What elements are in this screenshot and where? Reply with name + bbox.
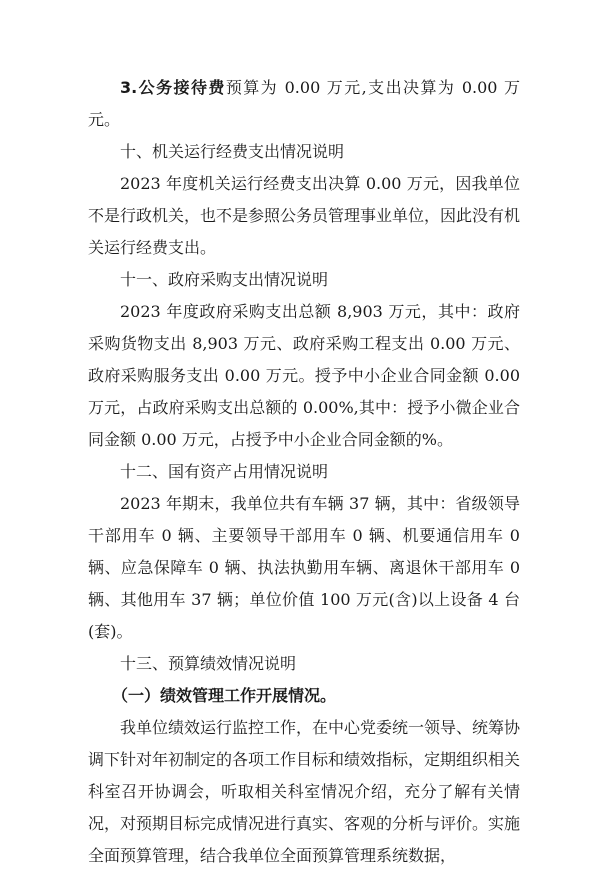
reception-fee-text: 预算为 0.00 万元,支出决算为 0.00 万元。 [88,78,520,129]
reception-fee-label: 3.公务接待费 [120,78,226,97]
sub-heading-performance-management: （一）绩效管理工作开展情况。 [112,686,337,705]
paragraph-section-12: 2023 年期末，我单位共有车辆 37 辆，其中：省级领导干部用车 0 辆、主要领导干部用车 0 辆、机要通信用车 0 辆、应急保障车 0 辆、执法执勤用车辆、离退休干部用车 0 辆、其他用车 37 辆；单位价值 100 万元(含)以上设备 4 台(套)。 [88,494,520,641]
section-heading-11: 十一、政府采购支出情况说明 [120,270,329,289]
document-page [88,72,520,872]
paragraph-section-13: 我单位绩效运行监控工作，在中心党委统一领导、统筹协调下针对年初制定的各项工作目标和绩效指标，定期组织相关科室召开协调会，听取相关科室情况介绍，充分了解有关情况，对预期目标完成情况进行真实、客观的分析与评价。实施全面预算管理，结合我单位全面预算管理系统数据， [88,718,521,865]
section-heading-10: 十、机关运行经费支出情况说明 [120,142,345,161]
section-heading-13: 十三、预算绩效情况说明 [120,654,297,673]
paragraph-section-11: 2023 年度政府采购支出总额 8,903 万元，其中：政府采购货物支出 8,903 万元、政府采购工程支出 0.00 万元、政府采购服务支出 0.00 万元。授予中小企业合同金额 0.00 万元，占政府采购支出总额的 0.00%,其中：授予小微企业合同金额 0.00 万元，占授予中小企业合同金额的%。 [88,302,520,449]
paragraph-section-10: 2023 年度机关运行经费支出决算 0.00 万元，因我单位不是行政机关，也不是参照公务员管理事业单位，因此没有机关运行经费支出。 [88,174,521,257]
section-heading-12: 十二、国有资产占用情况说明 [120,462,329,481]
paragraph-reception-fee [88,72,520,136]
